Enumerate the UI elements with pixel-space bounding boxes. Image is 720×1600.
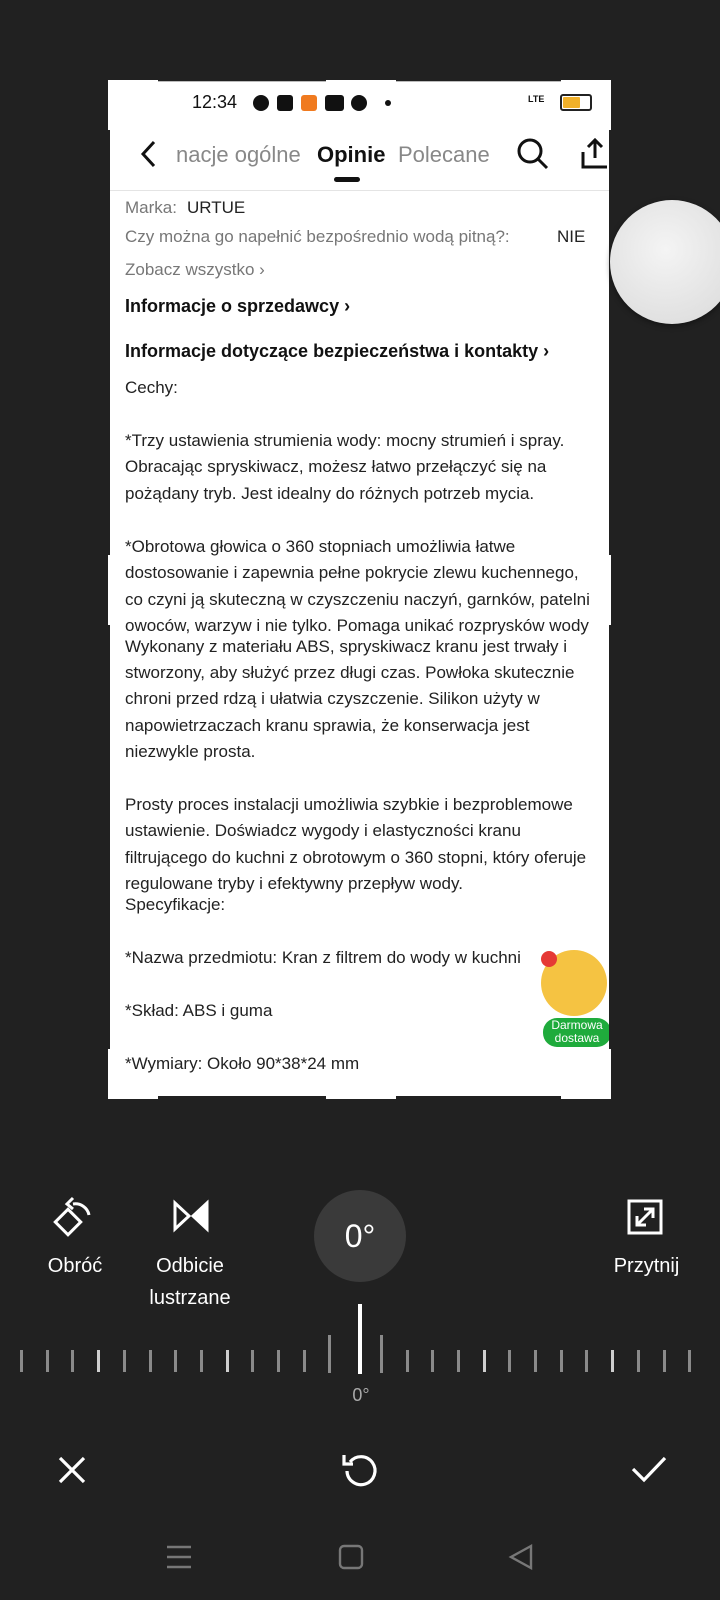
rotation-dial-tick xyxy=(123,1350,126,1372)
shop-icon xyxy=(301,95,317,111)
rotation-dial-tick xyxy=(431,1350,434,1372)
battery-icon xyxy=(560,94,592,111)
chevron-right-icon: › xyxy=(344,296,351,316)
description-line: owoców, warzyw i nie tylko. Pomaga unikać rozprysków wody xyxy=(125,616,589,635)
description-line: ustawienie. Doświadcz wygody i elastyczności kranu xyxy=(125,821,521,840)
rotation-dial-tick xyxy=(508,1350,511,1372)
description-line: *Obrotowa głowica o 360 stopniach umożliwia łatwe xyxy=(125,537,516,556)
notification-dot-icon xyxy=(385,100,391,106)
search-icon[interactable] xyxy=(516,137,550,171)
crop-handle-right-middle[interactable] xyxy=(606,555,611,625)
rotation-dial-value: 0° xyxy=(352,1385,370,1405)
reset-icon[interactable] xyxy=(341,1450,381,1490)
rotation-dial-tick xyxy=(457,1350,460,1372)
chat-icon xyxy=(253,95,269,111)
description-line: *Nazwa przedmiotu: Kran z filtrem do wody w kuchni xyxy=(125,948,521,967)
back-arrow-icon[interactable] xyxy=(138,139,160,169)
chevron-right-icon: › xyxy=(259,260,265,279)
see-all-label: Zobacz wszystko xyxy=(125,260,255,279)
angle-display xyxy=(314,1190,406,1282)
status-time: 12:34 xyxy=(192,92,238,112)
promo-widget[interactable] xyxy=(541,950,609,1045)
rotation-dial-tick xyxy=(97,1350,100,1372)
angle-value: 0° xyxy=(344,1218,376,1254)
description-line: Obracając spryskiwacz, możesz łatwo przełączyć się na xyxy=(125,457,547,476)
active-tab-indicator xyxy=(334,177,360,182)
crop-handle-top-right[interactable] xyxy=(561,80,611,85)
rotation-dial-tick xyxy=(328,1335,331,1373)
facebook-icon xyxy=(277,95,293,111)
tab-recommended[interactable]: Polecane xyxy=(398,142,490,167)
description-line: stworzony, aby służyć przez długi czas. Powłoka skutecznie xyxy=(125,663,575,682)
rotation-dial-tick xyxy=(688,1350,691,1372)
rotation-dial-tick xyxy=(226,1350,229,1372)
chevron-right-icon: › xyxy=(543,341,550,361)
crop-handle-bottom-middle[interactable] xyxy=(326,1094,396,1099)
crop-expand-icon[interactable] xyxy=(627,1199,663,1235)
description-line: Wykonany z materiału ABS, spryskiwacz kranu jest trwały i xyxy=(125,637,567,656)
crop-handle-top-right-v[interactable] xyxy=(606,80,611,130)
lte-indicator: LTE xyxy=(528,94,545,104)
tab-reviews[interactable]: Opinie xyxy=(317,142,386,167)
crop-handle-bottom-left[interactable] xyxy=(108,1094,158,1099)
rotation-dial-tick xyxy=(663,1350,666,1372)
tab-general-info[interactable]: nacje ogólne xyxy=(176,142,301,167)
mirror-icon[interactable] xyxy=(172,1198,210,1234)
youtube-icon xyxy=(325,95,344,111)
rotate-label[interactable]: Obróć xyxy=(47,1255,103,1277)
description-line: napowietrzaczach kranu sprawia, że konserwacja jest xyxy=(125,716,530,735)
rotation-dial-tick xyxy=(251,1350,254,1372)
rotation-dial-tick xyxy=(483,1350,486,1372)
ccc-icon xyxy=(351,95,367,111)
rotation-dial-tick xyxy=(20,1350,23,1372)
crop-label[interactable]: Przytnij xyxy=(613,1255,680,1277)
recents-icon[interactable] xyxy=(166,1545,192,1569)
seller-info-label: Informacje o sprzedawcy xyxy=(125,296,340,316)
description-line: filtrującego do kuchni z obrotowym o 360 stopni, który oferuje xyxy=(125,848,587,867)
brand-value: URTUE xyxy=(187,198,246,217)
rotation-dial-tick xyxy=(174,1350,177,1372)
rotation-dial-tick xyxy=(585,1350,588,1372)
rotation-dial-tick xyxy=(611,1350,614,1372)
description-line: regulowane tryby i efektywny przepływ wody. xyxy=(125,874,463,893)
rotation-dial-tick xyxy=(637,1350,640,1372)
rotation-dial-tick xyxy=(560,1350,563,1372)
notification-badge xyxy=(541,951,557,967)
see-all-link[interactable] xyxy=(125,257,265,284)
safety-info-link[interactable] xyxy=(125,338,549,365)
rotation-dial-tick xyxy=(277,1350,280,1372)
rotation-dial-indicator xyxy=(358,1304,362,1374)
crop-handle-top-left-v[interactable] xyxy=(108,80,113,130)
safety-info-label: Informacje dotyczące bezpieczeństwa i kontakty xyxy=(125,341,539,361)
crop-handle-left-middle[interactable] xyxy=(108,555,113,625)
home-icon[interactable] xyxy=(338,1544,364,1570)
rotation-dial-tick xyxy=(200,1350,203,1372)
crop-handle-top-left[interactable] xyxy=(108,80,158,85)
description-line: Prosty proces instalacji umożliwia szybkie i bezproblemowe xyxy=(125,795,573,814)
rotate-icon[interactable] xyxy=(53,1195,97,1239)
description-line: dostosowanie i zapewnia pełne pokrycie zlewu kuchennego, xyxy=(125,563,579,582)
rotation-dial-tick xyxy=(149,1350,152,1372)
description-line: Specyfikacje: xyxy=(125,895,226,914)
rotation-dial-tick xyxy=(46,1350,49,1372)
mirror-label-line-1[interactable]: Odbicie xyxy=(156,1255,224,1277)
rotation-dial-tick xyxy=(534,1350,537,1372)
crop-handle-bottom-left-v[interactable] xyxy=(108,1049,113,1099)
cropped-screenshot[interactable] xyxy=(110,82,609,1096)
description-line: co czyni ją skuteczną w czyszczeniu naczyń, garnków, patelni xyxy=(125,590,590,609)
close-icon[interactable] xyxy=(56,1454,88,1486)
back-icon[interactable] xyxy=(508,1544,534,1570)
rotation-dial-tick xyxy=(303,1350,306,1372)
crop-handle-bottom-right-v[interactable] xyxy=(606,1049,611,1099)
description-line: *Wymiary: Około 90*38*24 mm xyxy=(125,1054,360,1073)
crop-handle-top-middle[interactable] xyxy=(326,80,396,85)
drinking-water-answer: NIE xyxy=(557,227,586,246)
description-line: niezwykle prosta. xyxy=(125,742,256,761)
seller-info-link[interactable] xyxy=(125,293,350,320)
assistive-touch-button[interactable] xyxy=(610,200,720,324)
description-line: Cechy: xyxy=(125,378,178,397)
brand-label: Marka: xyxy=(125,198,177,217)
mirror-label-line-2[interactable]: lustrzane xyxy=(149,1287,231,1309)
rotation-dial-tick xyxy=(406,1350,409,1372)
description-line: *Trzy ustawienia strumienia wody: mocny strumień i spray. xyxy=(125,431,565,450)
promo-badge: Darmowa dostawa xyxy=(543,1018,609,1047)
drinking-water-question: Czy można go napełnić bezpośrednio wodą pitną?: xyxy=(125,227,510,246)
share-icon[interactable] xyxy=(580,136,609,170)
crop-handle-bottom-right[interactable] xyxy=(561,1094,611,1099)
description-line: pożądany tryb. Jest idealny do różnych potrzeb mycia. xyxy=(125,484,535,503)
rotation-dial-tick xyxy=(380,1335,383,1373)
confirm-check-icon[interactable] xyxy=(630,1454,668,1484)
description-line: chroni przed rdzą i ułatwia czyszczenie. Silikon użyty w xyxy=(125,689,540,708)
rotation-dial-tick xyxy=(71,1350,74,1372)
description-line: *Skład: ABS i guma xyxy=(125,1001,273,1020)
